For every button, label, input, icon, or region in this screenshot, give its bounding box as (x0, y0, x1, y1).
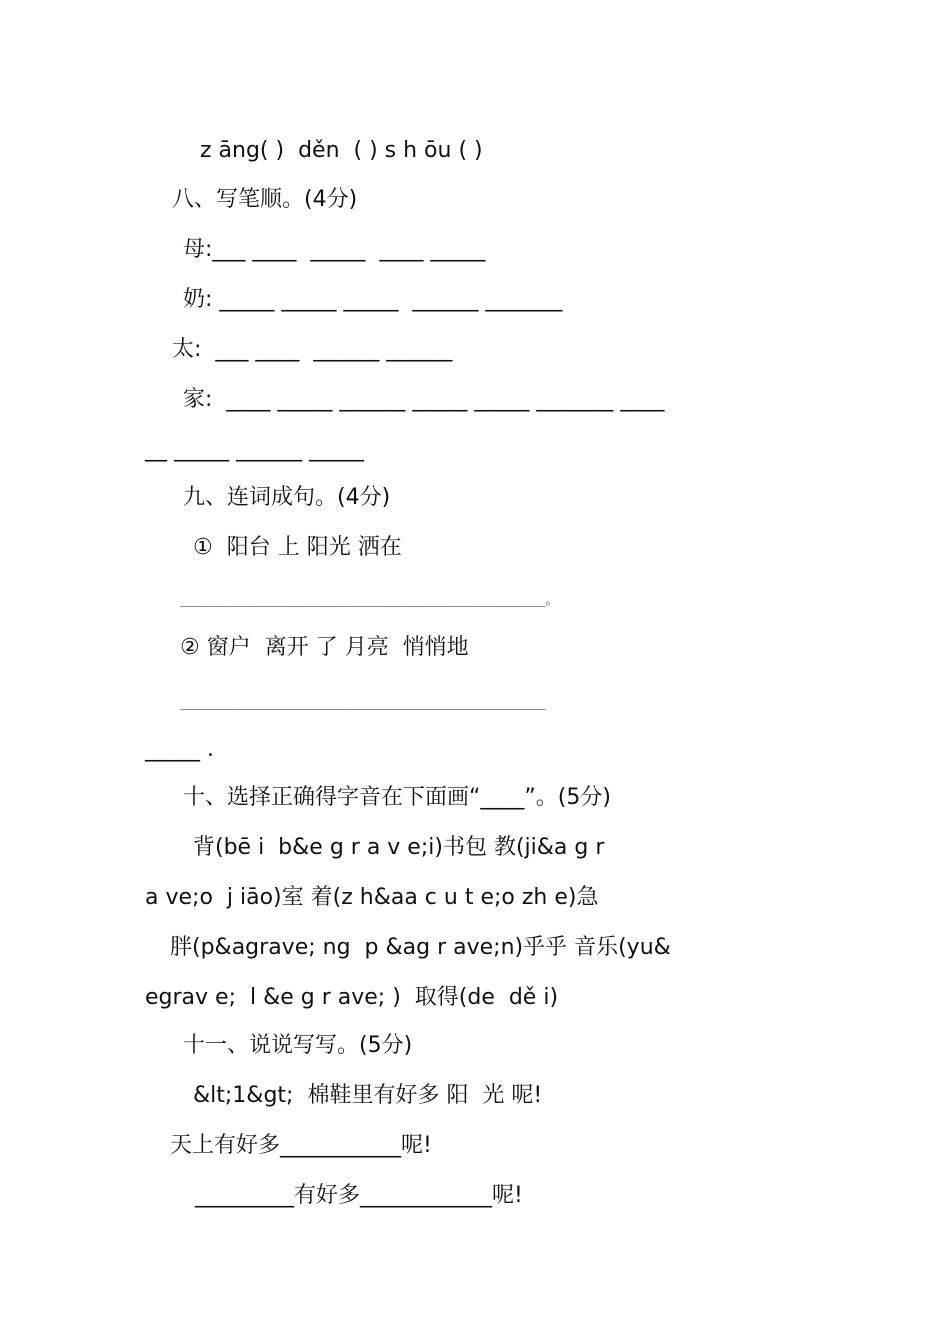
section-10-heading: 十、选择正确得字音在下面画“____”。(5分) (183, 785, 611, 810)
sentence-2-answer-line: _________________________________________________ (180, 695, 546, 710)
stroke-order-jia-continued: __ _____ ______ _____ (145, 437, 364, 462)
pronunciation-line-4: egrav e; l &e g r ave; ) 取得(de dě i) (145, 985, 559, 1010)
pronunciation-line-1: 背(bē i b&e g r a v e;i)书包 教(ji&a g r (193, 835, 605, 860)
sentence-2-words: ② 窗户 离开 了 月亮 悄悄地 (180, 635, 469, 660)
sentence-2-answer-line-end: _____ . (145, 737, 214, 762)
section-11-heading: 十一、说说写写。(5分) (183, 1033, 413, 1058)
sentence-1-words: ① 阳台 上 阳光 洒在 (193, 535, 402, 560)
sentence-1-answer-line: _________________________________________________。 (180, 592, 558, 607)
pronunciation-line-3: 胖(p&agrave; ng p &ag r ave;n)乎乎 音乐(yu& (170, 935, 671, 960)
stroke-order-jia: 家: ____ _____ ______ _____ _____ _______ ____ (183, 387, 665, 412)
pinyin-line: z āng( ) děn ( ) s h ōu ( ) (200, 138, 483, 163)
example-sentence: &lt;1&gt; 棉鞋里有好多 阳 光 呢! (193, 1083, 543, 1108)
stroke-order-nai: 奶: _____ _____ _____ ______ _______ (183, 287, 563, 312)
stroke-order-tai: 太: ___ ____ ______ ______ (172, 337, 453, 362)
pronunciation-line-2: a ve;o j iāo)室 着(z h&aa c u t e;o zh e)急 (145, 885, 599, 910)
section-8-heading: 八、写笔顺。(4分) (172, 187, 358, 212)
section-9-heading: 九、连词成句。(4分) (183, 485, 391, 510)
fill-sentence-2: _________有好多____________呢! (195, 1183, 523, 1208)
fill-sentence-1: 天上有好多___________呢! (170, 1133, 432, 1158)
stroke-order-mu: 母:___ ____ _____ ____ _____ (183, 237, 486, 262)
